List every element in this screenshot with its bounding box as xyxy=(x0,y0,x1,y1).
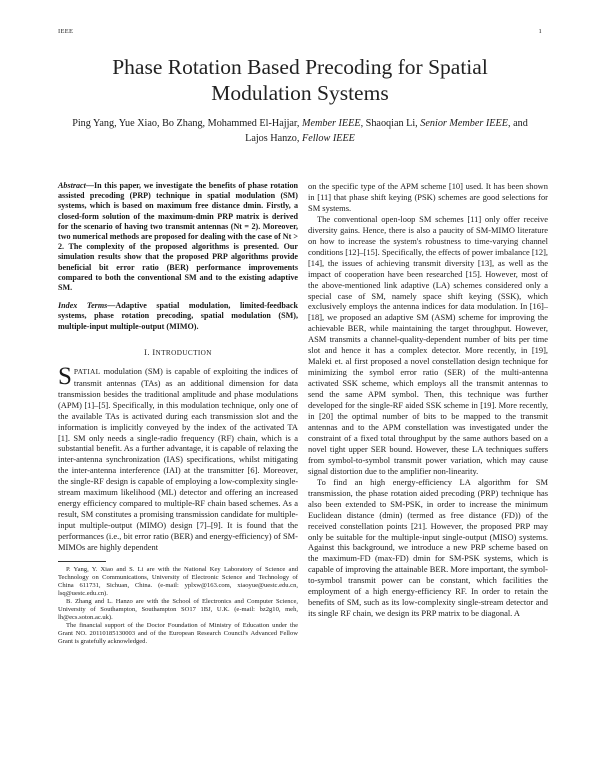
body-paragraph-1: on the specific type of the APM scheme [10] used. It has been shown in [11] that phase shift keying (PSK) schemes are good selections for SM systems. xyxy=(308,181,548,213)
fellow-grade: Fellow IEEE xyxy=(301,133,355,144)
footnote-affiliation-1: P. Yang, Y. Xiao and S. Li are with the National Key Laboratory of Science and Technology on Communications, University of Electronic Science and Technology of China 611731, Sichuan, China. (e-mail: yplxw@163.com, xiaoyue@uestc.edu.cn, lsq@uestc.edu.cn). xyxy=(58,566,298,597)
section-heading-introduction xyxy=(58,348,298,359)
section-numeral: I. I xyxy=(144,347,156,357)
senior-member-grade: Senior Member IEEE xyxy=(420,118,508,129)
footnote-affiliation-2: B. Zhang and L. Hanzo are with the School of Electronics and Computer Science, University of Southampton, Southampton SO17 1BJ, U.K. (e-mail: bz2g10, meh, lh@ecs.soton.ac.uk). xyxy=(58,598,298,621)
journal-name: IEEE xyxy=(58,28,74,35)
abstract xyxy=(58,181,298,293)
running-header xyxy=(58,28,542,38)
index-terms-label: Index Terms xyxy=(58,301,108,311)
author-list xyxy=(70,116,530,146)
left-column xyxy=(58,181,298,646)
index-terms-text: —Adaptive spatial modulation, limited-feedback systems, phase rotation precoding, spatial modulation (SM), multiple-input multiple-output (MIMO). xyxy=(58,301,298,331)
member-grade: Member IEEE xyxy=(302,118,361,129)
abstract-text: —In this paper, we investigate the benefits of phase rotation assisted precoding (PRP) technique in spatial modulation (SM) systems, which is based on maximum free distance dmin. Firstly, a closed-form solution of the maximum-dmin PRP matrix is derived for the scenario of having two transmit antennas (Nt = 2). Moreover, two numerical methods are proposed for dealing with the case of Nt > 2. The complexity of the proposed algorithms is presented. Our simulation results show that the proposed PRP algorithms provide beneficial bit error ratio (BER) performance improvements compared to both the conventional SM and to the existing adaptive SM. xyxy=(58,181,298,293)
intro-paragraph xyxy=(58,362,298,553)
footnote-funding: The financial support of the Doctor Foundation of Ministry of Education under the Grant NO. 20110185130003 and of the European Research Council's Advanced Fellow Grant is gratefully acknowledged. xyxy=(58,622,298,645)
intro-smallcaps: PATIAL xyxy=(73,366,101,376)
authors-line1-mid: , Shaoqian Li, xyxy=(360,118,421,129)
authors-line1: Ping Yang, Yue Xiao, Bo Zhang, Mohammed El-Hajjar, xyxy=(72,118,303,129)
body-paragraph-2: The conventional open-loop SM schemes [11] only offer receive diversity gains. Hence, there is also a paucity of SM-MIMO literature on how to increase the system's robustness to time-varying channel conditions [12]–[15]. Specifically, the effects of power imbalance [12], [14], the issues of achieving transmit diversity [13], as well as the impact of cooperation have been researched [15]. However, most of the above-mentioned link adaptive (LA) schemes considered only a special case of SM, namely space shift keying (SSK), which exclusively employs the antenna indices for data modulation. In [16]–[18], we proposed an adaptive SM (ASM) scheme for improving the achievable BER, while maintaining the target throughput. However, ASM transmits a channel-quality-dependent number of bits per time slot and hence it has a complex detector. More recently, in [19], Maleki et. al first proposed a novel constellation design technique for minimizing the symbol error ratio (SER) of the multi-antenna activated SSK scheme, which employs all the transmit antennas to send the same APM symbol. Then, this technique was further developed for the single-RF aided SSK scheme in [19]. More recently, in [20] the optimal number of bits to be mapped to the transmit antennas and to the APM constellation was investigated under the constraint of a fixed total throughput by the same authors based on a novel tight upper SER bound. However, these LA techniques suffers from symbol-to-symbol transmit power variation, which may cause signal distortion due to the amplifier non-linearity. xyxy=(308,213,548,476)
abstract-label: Abstract xyxy=(58,181,86,190)
index-terms xyxy=(58,301,298,332)
body-paragraph-3: To find an high energy-efficiency LA algorithm for SM transmission, the phase rotation aided precoding (PRP) technique has also been extended to SM-PSK, in order to increase the minimum Euclidean distance (dmin) (termed as free distance (FD)) of the received constellation points [21]. However, the proposed PRP may only be suitable for the multiple-input single-output (MISO) systems. Against this background, we introduce a new PRP scheme based on the maximum-FD (max-FD) dmin for SM-PSK systems, which is capable of improving the attainable BER. More important, the symbol-to-symbol transmit power can be constant, which facilities the employment of a high energy-efficiency RF. In order to retain the benefits of SM, such as its low-complexity single-stream detector and its single RF chain, we design its PRP matrix to be diagonal. A xyxy=(308,476,548,619)
section-name: NTRODUCTION xyxy=(155,348,212,357)
right-column xyxy=(308,181,548,619)
authors-line2: , and Lajos Hanzo, xyxy=(245,118,528,144)
footnote-rule xyxy=(58,561,106,562)
intro-text: modulation (SM) is capable of exploiting the indices of transmit antennas (TAs) as an additional dimension for data transmission besides the traditional amplitude and phase modulations (APM) [1]–[5]. Specifically, in this modulation technique, only one of the available TAs is activated during each transmission slot and the information is implicitly conveyed by the index of the activated TA [1]. SM only needs a single-radio frequency (RF) chain, which is a substantial benefit. As a further advantage, it is capable of relaxing the inter-antenna synchronization (IAS) specifications, whilst mitigating the inter-antenna interference (IAI) at the transmitter [6]. Moreover, the single-RF design is capable of employing a low-complexity single-stream maximum likelihood (ML) detector and offering an increased energy efficiency compared to multiple-RF chain based schemes. As a result, SM constitutes a promising transmission candidate for multiple-input multiple-output (MIMO) design [7]–[9]. It is found that the performances (i.e., bit error ratio (BER) and energy-efficiency) of SM-MIMOs are highly dependent xyxy=(58,365,298,553)
page-number: 1 xyxy=(538,28,542,35)
drop-cap: S xyxy=(58,362,72,390)
paper-title: Phase Rotation Based Precoding for Spatial Modulation Systems xyxy=(112,55,488,105)
